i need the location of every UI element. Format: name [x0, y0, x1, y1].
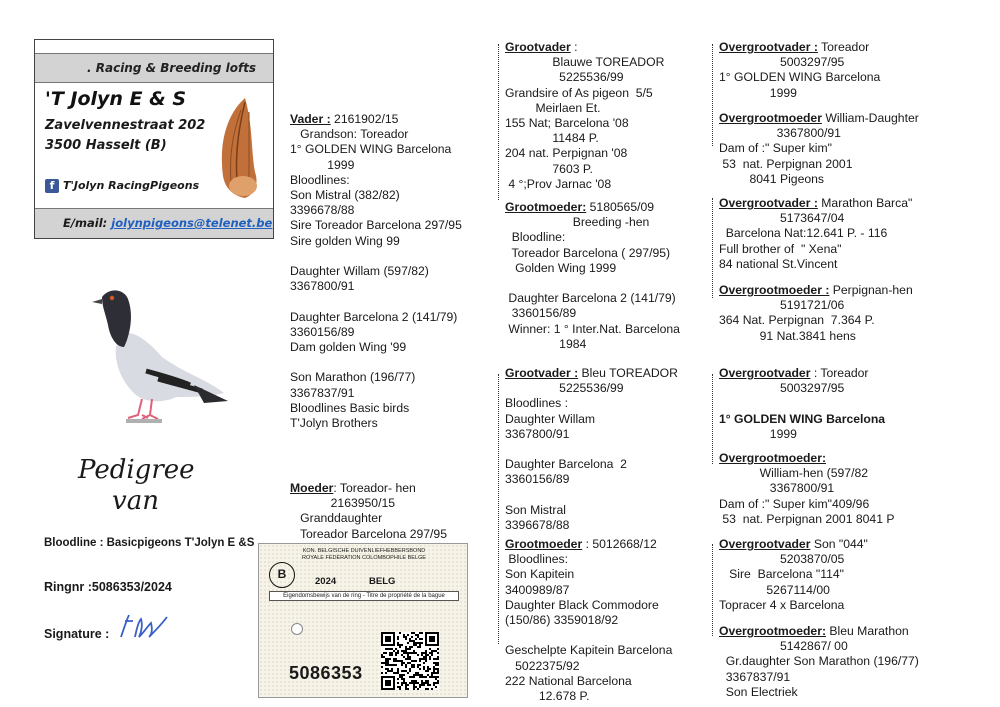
ancestor-detail-line: 2163950/15 — [290, 496, 396, 511]
ancestor-detail-line: 3396678/88 — [505, 518, 570, 533]
ancestor-detail-line: 5225536/99 — [505, 381, 624, 396]
ancestor-detail-line: William-hen (597/82 — [719, 466, 869, 481]
ancestor-detail-line: 5267114/00 — [719, 582, 830, 597]
ancestor-detail-line: 11484 P. — [505, 131, 599, 146]
ancestor-header — [290, 481, 447, 496]
ring-federation: KON. BELGISCHE DUIVENLIEFHEBBERSBOND ROYALE FÉDÉRATION COLOMBOPHILE BELGE — [302, 548, 426, 561]
ancestor-detail-line: 1° GOLDEN WING Barcelona — [719, 70, 881, 85]
ancestor-detail-line: 3367800/91 — [290, 279, 355, 294]
ring-hole — [291, 623, 303, 635]
ancestor-header — [719, 537, 868, 552]
ancestor-detail-line: 1° GOLDEN WING Barcelona — [719, 411, 886, 426]
ancestor-header — [719, 111, 919, 126]
ring-certificate — [258, 543, 468, 698]
ancestor-detail-line: Granddaughter — [290, 511, 383, 526]
facebook-name: T'Jolyn RacingPigeons — [63, 179, 200, 192]
ancestor-detail-line: Daughter Willam — [505, 411, 596, 426]
ancestor-header — [719, 624, 919, 639]
ancestor-detail-line: 3367837/91 — [290, 385, 355, 400]
ancestor-header-value: William-Daughter — [821, 111, 919, 125]
ancestor-header-value: 5180565/09 — [586, 200, 655, 214]
ancestor-detail-line: 5191721/06 — [719, 298, 845, 313]
ancestor-detail-line: 3367800/91 — [719, 126, 841, 141]
ancestor-role-label: Grootvader — [505, 40, 571, 54]
ancestor-detail-line: 3400989/87 — [505, 582, 570, 597]
great-grandparent-block — [719, 40, 880, 101]
ancestor-detail-line: 222 National Barcelona — [505, 673, 632, 688]
ancestor-detail-line: 3396678/88 — [290, 203, 355, 218]
facebook-row[interactable] — [45, 178, 199, 193]
ancestor-role-label: Overgrootmoeder: — [719, 624, 826, 638]
ancestor-header — [505, 366, 678, 381]
connector-line — [712, 374, 713, 464]
ancestor-header-value: Bleu Marathon — [826, 624, 909, 638]
federation-logo-icon: B — [269, 562, 295, 588]
ancestor-detail-line: 5022375/92 — [505, 658, 580, 673]
ancestor-detail-line: T'Jolyn Brothers — [290, 416, 378, 431]
ancestor-detail-line: 1999 — [719, 85, 797, 100]
ancestor-header-value: Toreador — [817, 40, 870, 54]
ancestor-detail-line: Barcelona Nat:12.641 P. - 116 — [719, 226, 888, 241]
ancestor-header — [719, 283, 913, 298]
ancestor-detail-line: Bloodlines : — [505, 396, 569, 411]
ancestor-detail-line: 5003297/95 — [719, 381, 845, 396]
ancestor-detail-line — [719, 396, 885, 411]
pigeon-icon — [80, 285, 230, 430]
ancestor-detail-line: Sire Toreador Barcelona 297/95 — [290, 218, 462, 233]
ancestor-detail-line: Sire golden Wing 99 — [290, 233, 400, 248]
email-strip — [35, 208, 273, 238]
ancestor-header-value: Bleu TOREADOR — [578, 366, 678, 380]
ancestor-detail-line: 12.678 P. — [505, 689, 590, 704]
ancestor-detail-line — [290, 249, 462, 264]
ancestor-detail-line: Dam of :" Super kim"409/96 — [719, 496, 870, 511]
ancestor-detail-line: Daughter Black Commodore — [505, 597, 659, 612]
ancestor-detail-line: 3360156/89 — [505, 472, 570, 487]
ancestor-detail-line — [505, 442, 678, 457]
ancestor-detail-line: Sire Barcelona "114" — [719, 567, 844, 582]
ancestor-role-label: Moeder — [290, 481, 334, 495]
ancestor-detail-line: Full brother of " Xena" — [719, 241, 842, 256]
grandparent-block — [505, 40, 664, 192]
ancestor-header-value: : — [570, 40, 578, 54]
email-label: E/mail: — [63, 216, 112, 230]
ancestor-detail-line: Son Kapitein — [505, 567, 575, 582]
ring-number: 5086353 — [289, 663, 363, 683]
wing-icon — [215, 96, 263, 200]
ancestor-header-value: : 5012668/12 — [582, 537, 657, 551]
ancestor-detail-line: Bloodlines: — [290, 172, 350, 187]
ancestor-role-label: Grootvader : — [505, 366, 579, 380]
ancestor-detail-line: 3367837/91 — [719, 669, 791, 684]
connector-line — [498, 374, 499, 644]
grandparent-block — [505, 366, 678, 533]
ancestor-detail-line: 3367800/91 — [719, 481, 835, 496]
ancestor-header — [290, 112, 462, 127]
ancestor-detail-line: Bloodlines: — [505, 552, 569, 567]
ancestor-header-value: Perpignan-hen — [829, 283, 913, 297]
ancestor-detail-line: 53 nat. Perpignan 2001 — [719, 156, 853, 171]
ancestor-role-label: Vader : — [290, 112, 331, 126]
ancestor-role-label: Grootmoeder — [505, 537, 583, 551]
great-grandparent-block — [719, 283, 913, 344]
ancestor-detail-line: Bloodlines Basic birds — [290, 400, 410, 415]
ancestor-detail-line — [505, 488, 678, 503]
great-grandparent-block — [719, 624, 919, 700]
ancestor-detail-line: 3360156/89 — [505, 306, 577, 321]
ancestor-detail-line — [290, 294, 462, 309]
ancestor-detail-line: Grandson: Toreador — [290, 127, 409, 142]
ancestor-detail-line: Dam golden Wing '99 — [290, 340, 407, 355]
ancestor-detail-line: 1999 — [290, 157, 355, 172]
ancestor-role-label: Overgrootvader — [719, 366, 811, 380]
mother-block — [290, 481, 447, 542]
ancestor-detail-line: Blauwe TOREADOR — [505, 55, 665, 70]
ancestor-detail-line: Daughter Barcelona 2 — [505, 457, 627, 472]
ancestor-detail-line: 3367800/91 — [505, 426, 570, 441]
ancestor-role-label: Overgrootvader : — [719, 196, 818, 210]
ancestor-role-label: Grootmoeder: — [505, 200, 587, 214]
ancestor-detail-line: 155 Nat; Barcelona '08 — [505, 116, 629, 131]
qr-code-icon — [381, 632, 439, 690]
ancestor-detail-line: Golden Wing 1999 — [505, 260, 617, 275]
ancestor-detail-line: Daughter Barcelona 2 (141/79) — [505, 291, 676, 306]
ancestor-detail-line: Son Marathon (196/77) — [290, 370, 416, 385]
loft-tagline: . Racing & Breeding lofts — [35, 53, 273, 83]
ancestor-detail-line: 1984 — [505, 336, 587, 351]
ancestor-detail-line: 5173647/04 — [719, 211, 845, 226]
ring-number-label: Ringnr :5086353/2024 — [44, 580, 172, 594]
ancestor-detail-line: Son Electriek — [719, 684, 798, 699]
great-grandparent-block — [719, 451, 895, 527]
ancestor-detail-line: Son Mistral (382/82) — [290, 188, 400, 203]
ancestor-detail-line: 5003297/95 — [719, 55, 845, 70]
ancestor-detail-line: 5203870/05 — [719, 552, 845, 567]
ancestor-detail-line: Toreador Barcelona 297/95 — [290, 526, 447, 541]
signature-label: Signature : — [44, 627, 110, 641]
connector-line — [712, 198, 713, 298]
ancestor-header-value: : Toreador — [810, 366, 869, 380]
ancestor-detail-line: 364 Nat. Perpignan 7.364 P. — [719, 313, 875, 328]
ancestor-detail-line: Son Mistral — [505, 502, 566, 517]
ancestor-detail-line: 1° GOLDEN WING Barcelona — [290, 142, 452, 157]
ring-country: BELG — [369, 576, 396, 587]
ancestor-header-value: 2161902/15 — [330, 112, 399, 126]
ancestor-detail-line: Bloodline: — [505, 230, 566, 245]
ancestor-detail-line: 91 Nat.3841 hens — [719, 328, 856, 343]
ring-year: 2024 — [315, 576, 337, 587]
ancestor-header-value: Marathon Barca" — [817, 196, 913, 210]
ancestor-detail-line: 4 °;Prov Jarnac '08 — [505, 176, 612, 191]
ancestor-detail-line: Topracer 4 x Barcelona — [719, 597, 845, 612]
ancestor-role-label: Overgrootmoeder: — [719, 451, 826, 465]
ancestor-detail-line: Grandsire of As pigeon 5/5 — [505, 85, 653, 100]
pedigree-subtitle: van — [112, 486, 159, 516]
ancestor-detail-line: Gr.daughter Son Marathon (196/77) — [719, 654, 919, 669]
ancestor-header — [505, 537, 672, 552]
ancestor-header-value: : Toreador- hen — [333, 481, 416, 495]
father-block — [290, 112, 462, 431]
ancestor-detail-line: Daughter Barcelona 2 (141/79) — [290, 309, 458, 324]
ancestor-detail-line: 1999 — [719, 426, 797, 441]
grandparent-block — [505, 537, 672, 704]
email-link[interactable]: jolynpigeons@telenet.be — [111, 216, 273, 230]
ancestor-header-value: Son "044" — [810, 537, 868, 551]
ancestor-detail-line: 7603 P. — [505, 161, 593, 176]
loft-logo-card — [34, 39, 274, 239]
ancestor-detail-line: Breeding -hen — [505, 215, 650, 230]
loft-city: 3500 Hasselt (B) — [45, 138, 167, 153]
ancestor-detail-line — [505, 276, 680, 291]
ancestor-role-label: Overgrootvader : — [719, 40, 818, 54]
connector-line — [712, 44, 713, 146]
ancestor-header — [719, 451, 895, 466]
connector-line — [498, 44, 499, 200]
ancestor-detail-line: 204 nat. Perpignan '08 — [505, 146, 628, 161]
grandparent-block — [505, 200, 680, 352]
ancestor-header — [505, 40, 664, 55]
ancestor-detail-line: 5142867/ 00 — [719, 639, 848, 654]
ancestor-role-label: Overgrootmoeder : — [719, 283, 830, 297]
ancestor-detail-line: Meirlaen Et. — [505, 100, 601, 115]
pedigree-title: Pedigree — [78, 455, 195, 485]
connector-line — [712, 544, 713, 636]
ancestor-role-label: Overgrootmoeder — [719, 111, 822, 125]
ancestor-header — [719, 366, 885, 381]
ancestor-detail-line: Daughter Willam (597/82) — [290, 264, 429, 279]
ancestor-detail-line: Winner: 1 ° Inter.Nat. Barcelona — [505, 321, 680, 336]
ancestor-detail-line: 84 national St.Vincent — [719, 256, 838, 271]
ancestor-role-label: Overgrootvader — [719, 537, 811, 551]
ancestor-header — [505, 200, 680, 215]
ancestor-detail-line — [290, 355, 462, 370]
great-grandparent-block — [719, 196, 912, 272]
great-grandparent-block — [719, 111, 919, 187]
great-grandparent-block — [719, 366, 885, 442]
ancestor-header — [719, 40, 880, 55]
signature-scrawl — [117, 611, 177, 641]
ancestor-detail-line: Dam of :" Super kim" — [719, 141, 832, 156]
loft-street: Zavelvennestraat 202 — [45, 118, 206, 133]
ancestor-detail-line: Toreador Barcelona ( 297/95) — [505, 245, 671, 260]
ancestor-detail-line — [505, 628, 672, 643]
ancestor-detail-line: Geschelpte Kapitein Barcelona — [505, 643, 673, 658]
great-grandparent-block — [719, 537, 868, 613]
loft-name: 'T Jolyn E & S — [45, 88, 187, 110]
ancestor-detail-line: 8041 Pigeons — [719, 171, 825, 186]
ancestor-detail-line: (150/86) 3359018/92 — [505, 613, 619, 628]
ancestor-detail-line: 53 nat. Perpignan 2001 8041 P — [719, 511, 895, 526]
ancestor-detail-line: 3360156/89 — [290, 324, 355, 339]
ring-ownership-band: Eigendomsbewijs van de ring - Titre de propriété de la bague — [269, 591, 459, 601]
bloodline-label: Bloodline : Basicpigeons T'Jolyn E &S — [44, 537, 255, 549]
facebook-icon: f — [45, 179, 59, 193]
ancestor-detail-line: 5225536/99 — [505, 70, 624, 85]
ancestor-header — [719, 196, 912, 211]
